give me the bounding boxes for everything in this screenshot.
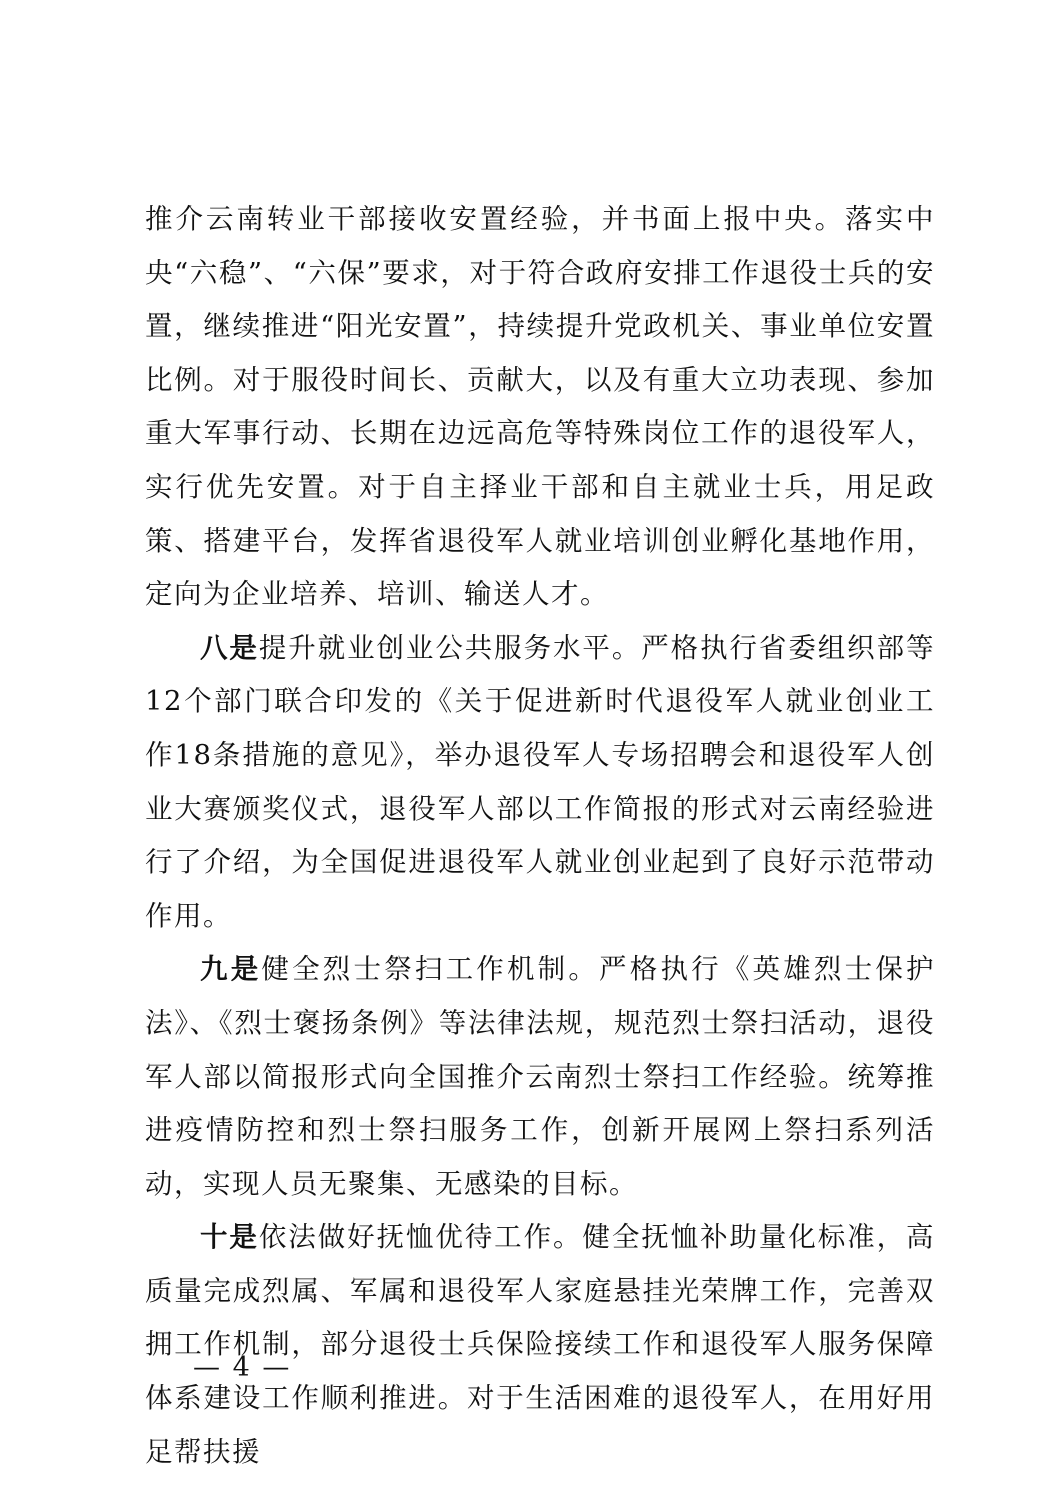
page-number: — 4 — bbox=[193, 1352, 292, 1383]
paragraph-text: 健全烈士祭扫工作机制。严格执行《英雄烈士保护法》、《烈士褒扬条例》等法律法规，规范烈士祭扫活动，退役军人部以简报形式向全国推介云南烈士祭扫工作经验。统筹推进疫情防控和烈士祭扫服务工作，创新开展网上祭扫系列活动，实现人员无聚集、无感染的目标。 bbox=[145, 953, 936, 1200]
paragraph-lead: 十是 bbox=[200, 1221, 259, 1254]
paragraph-lead: 九是 bbox=[200, 953, 262, 986]
paragraph-item-10 bbox=[145, 1211, 935, 1479]
paragraph-text: 提升就业创业公共服务水平。严格执行省委组织部等12个部门联合印发的《关于促进新时代退役军人就业创业工作18条措施的意见》，举办退役军人专场招聘会和退役军人创业大赛颁奖仪式，退役军人部以工作简报的形式对云南经验进行了介绍，为全国促进退役军人就业创业起到了良好示范带动作用。 bbox=[145, 631, 936, 932]
paragraph-item-8 bbox=[145, 622, 935, 944]
paragraph-lead: 八是 bbox=[200, 631, 259, 664]
paragraph-text: 依法做好抚恤优待工作。健全抚恤补助量化标准，高质量完成烈属、军属和退役军人家庭悬挂光荣牌工作，完善双拥工作机制，部分退役士兵保险接续工作和退役军人服务保障体系建设工作顺利推进。对于生活困难的退役军人，在用好用足帮扶援 bbox=[145, 1221, 936, 1468]
paragraph-item-9 bbox=[145, 943, 935, 1211]
document-body bbox=[145, 193, 935, 1479]
paragraph-continuation bbox=[145, 193, 935, 622]
paragraph-text: 推介云南转业干部接收安置经验，并书面上报中央。落实中央“六稳”、“六保”要求，对于符合政府安排工作退役士兵的安置，继续推进“阳光安置”，持续提升党政机关、事业单位安置比例。对于服役时间长、贡献大，以及有重大立功表现、参加重大军事行动、长期在边远高危等特殊岗位工作的退役军人，实行优先安置。对于自主择业干部和自主就业士兵，用足政策、搭建平台，发挥省退役军人就业培训创业孵化基地作用，定向为企业培养、培训、输送人才。 bbox=[145, 203, 935, 611]
